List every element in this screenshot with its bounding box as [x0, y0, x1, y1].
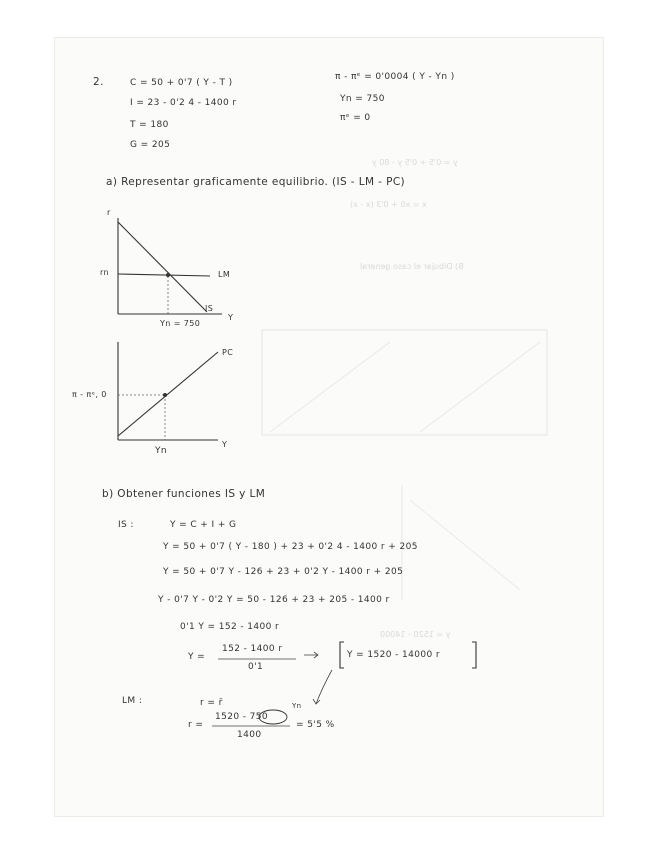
lm-line-1: r = r̄	[200, 698, 223, 708]
pc-label: PC	[222, 348, 234, 357]
part-a-heading: a) Representar graficamente equilibrio. (IS - LM - PC)	[106, 176, 406, 188]
is-line-1: Y = C + I + G	[170, 520, 237, 530]
government-equation: G = 205	[130, 140, 171, 150]
taxes-equation: T = 180	[130, 120, 169, 130]
is-line-2: Y = 50 + 0'7 ( Y - 180 ) + 23 + 0'2 4 - 1400 r + 205	[163, 542, 418, 552]
is-label-b: IS :	[118, 520, 134, 530]
y-axis-label-1: Y	[228, 313, 234, 322]
inflation-gap-label: π - πᵉ, 0	[72, 390, 107, 399]
consumption-equation: C = 50 + 0'7 ( Y - T )	[130, 78, 233, 88]
natural-output-equation: Yn = 750	[340, 94, 385, 104]
yn-750-label: Yn = 750	[160, 319, 201, 328]
bleed-through: y = 0'5 + 0'5 y - 80 y	[372, 158, 458, 167]
is-final-lhs: Y =	[188, 652, 206, 662]
is-final-numerator: 152 - 1400 r	[222, 644, 283, 654]
rn-label: rn	[100, 268, 110, 277]
part-b-heading: b) Obtener funciones IS y LM	[102, 488, 266, 500]
bleed-through: B) Dibujar el caso general	[360, 262, 464, 271]
phillips-equation: π - πᵉ = 0'0004 ( Y - Yn )	[335, 72, 455, 82]
is-line-3: Y = 50 + 0'7 Y - 126 + 23 + 0'2 Y - 1400 r + 205	[163, 567, 404, 577]
bleed-through: x = x0 + 0'3 (x - x)	[350, 200, 427, 209]
investment-equation: I = 23 - 0'2 4 - 1400 r	[130, 98, 237, 108]
y-axis-label-2: Y	[222, 440, 228, 449]
lm-result: = 5'5 %	[296, 720, 335, 730]
bleed-through: y = 1520 - 14000	[380, 630, 451, 639]
expected-inflation-equation: πᵉ = 0	[340, 113, 371, 123]
lm-label-b: LM :	[122, 696, 143, 706]
lm-lhs: r =	[188, 720, 204, 730]
is-result: Y = 1520 - 14000 r	[347, 650, 441, 660]
circled-750	[259, 710, 287, 724]
is-line-4: Y - 0'7 Y - 0'2 Y = 50 - 126 + 23 + 205 - 1400 r	[158, 595, 390, 605]
is-line-5: 0'1 Y = 152 - 1400 r	[180, 622, 280, 632]
yn-note: Yn	[292, 702, 302, 710]
yn-label-2: Yn	[155, 446, 168, 456]
lm-numerator: 1520 - 750	[215, 712, 269, 722]
lm-label: LM	[218, 270, 231, 279]
is-final-denominator: 0'1	[248, 662, 264, 672]
problem-number: 2.	[93, 76, 104, 88]
lm-denominator: 1400	[237, 730, 262, 740]
is-label: IS	[205, 304, 214, 313]
r-axis-label: r	[107, 208, 111, 217]
yn-pointer-arrow	[316, 670, 332, 704]
